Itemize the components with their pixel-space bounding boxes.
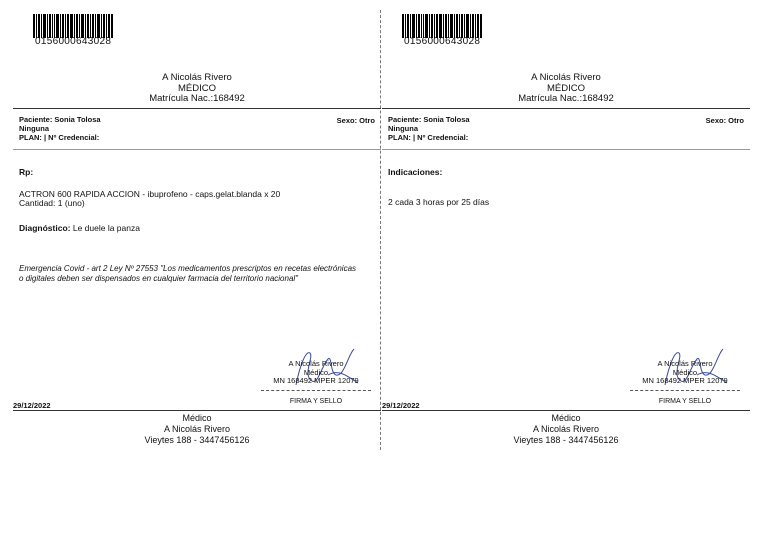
signature-stamp bbox=[261, 360, 371, 386]
footer-address: Vieytes 188 - 3447456126 bbox=[144, 435, 250, 445]
prescription-original bbox=[13, 0, 381, 460]
signature-line bbox=[630, 390, 740, 391]
diagnosis-label: Diagnóstico: bbox=[19, 223, 71, 233]
prescription-duplicate bbox=[382, 0, 750, 460]
barcode-image bbox=[402, 14, 482, 38]
patient-divider bbox=[382, 149, 750, 150]
footer-address: Vieytes 188 - 3447456126 bbox=[513, 435, 619, 445]
patient-sex: Sexo: Otro bbox=[336, 116, 375, 125]
prescription-date: 29/12/2022 bbox=[382, 401, 420, 410]
signature-caption: FIRMA Y SELLO bbox=[289, 398, 343, 405]
signature-name: A Nicolás Rivero bbox=[288, 359, 344, 368]
header-divider bbox=[13, 108, 381, 109]
doctor-header bbox=[13, 73, 381, 105]
quantity: Cantidad: 1 (uno) bbox=[19, 198, 85, 208]
signature-caption: FIRMA Y SELLO bbox=[658, 398, 712, 405]
doctor-title: MÉDICO bbox=[547, 82, 585, 94]
patient-name: Paciente: Sonia Tolosa bbox=[388, 115, 470, 124]
signature-license: MN 168492 MPER 12079 bbox=[642, 376, 728, 385]
signature-name: A Nicolás Rivero bbox=[657, 359, 713, 368]
patient-coverage: Ninguna bbox=[19, 124, 49, 133]
footer-divider bbox=[13, 410, 381, 411]
patient-plan: PLAN: | Nº Credencial: bbox=[19, 133, 100, 142]
signature-stamp bbox=[630, 360, 740, 386]
doctor-header bbox=[382, 73, 750, 105]
barcode-number: 0156000643028 bbox=[35, 36, 112, 47]
doctor-name: A Nicolás Rivero bbox=[162, 72, 232, 83]
signature-line bbox=[261, 390, 371, 391]
signature-license: MN 168492 MPER 12079 bbox=[273, 376, 359, 385]
patient-coverage: Ninguna bbox=[388, 124, 418, 133]
footer-role: Médico bbox=[182, 413, 212, 423]
barcode-image bbox=[33, 14, 113, 38]
footer-name: A Nicolás Rivero bbox=[163, 424, 231, 434]
legal-note: Emergencia Covid - art 2 Ley Nº 27553 "Los medicamentos prescriptos en recetas electrónicas o digitales deben ser dispensados en cualquier farmacia del territorio nacional" bbox=[19, 264, 357, 283]
footer bbox=[382, 413, 750, 446]
footer-divider bbox=[382, 410, 750, 411]
doctor-name: A Nicolás Rivero bbox=[531, 72, 601, 83]
doctor-matricula: Matrícula Nac.:168492 bbox=[518, 93, 614, 104]
patient-plan: PLAN: | Nº Credencial: bbox=[388, 133, 469, 142]
indications-label: Indicaciones: bbox=[388, 167, 443, 177]
footer bbox=[13, 413, 381, 446]
patient-name: Paciente: Sonia Tolosa bbox=[19, 115, 101, 124]
barcode-number: 0156000643028 bbox=[404, 36, 481, 47]
diagnosis-text: Le duele la panza bbox=[72, 223, 140, 233]
indications-text: 2 cada 3 horas por 25 días bbox=[388, 197, 490, 207]
doctor-title: MÉDICO bbox=[178, 82, 216, 94]
doctor-matricula: Matrícula Nac.:168492 bbox=[149, 93, 245, 104]
patient-divider bbox=[13, 149, 381, 150]
footer-role: Médico bbox=[551, 413, 581, 423]
patient-sex: Sexo: Otro bbox=[705, 116, 744, 125]
prescription-date: 29/12/2022 bbox=[13, 401, 51, 410]
footer-name: A Nicolás Rivero bbox=[532, 424, 600, 434]
header-divider bbox=[382, 108, 750, 109]
signature-role: Médico bbox=[672, 367, 698, 377]
signature-role: Médico bbox=[303, 367, 329, 377]
rp-label: Rp: bbox=[19, 167, 34, 177]
diagnosis bbox=[19, 223, 140, 233]
medication: ACTRON 600 RAPIDA ACCION - ibuprofeno - caps.gelat.blanda x 20 bbox=[19, 189, 281, 199]
